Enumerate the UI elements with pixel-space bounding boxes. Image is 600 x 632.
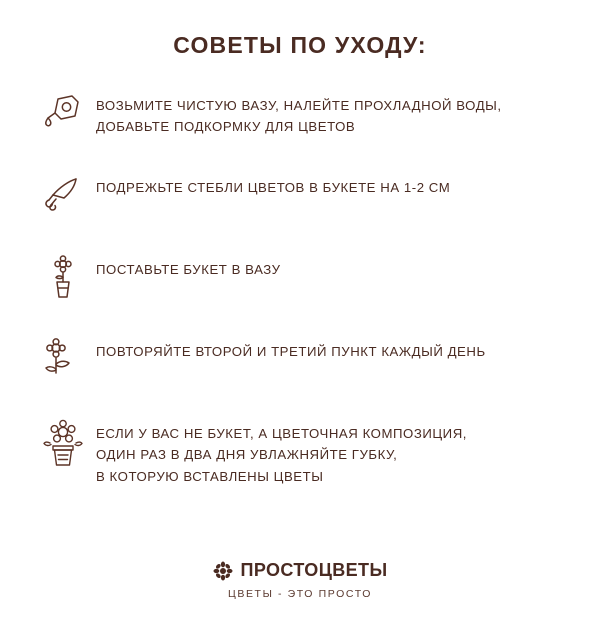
tip-text: ЕСЛИ У ВАС НЕ БУКЕТ, А ЦВЕТОЧНАЯ КОМПОЗИЦИЯ, ОДИН РАЗ В ДВА ДНЯ УВЛАЖНЯЙТЕ ГУБКУ, В КОТОРУЮ ВСТАВЛЕНЫ ЦВЕТЫ xyxy=(96,426,467,484)
tip-text: ПОДРЕЖЬТЕ СТЕБЛИ ЦВЕТОВ В БУКЕТЕ НА 1-2 СМ xyxy=(96,180,451,195)
brand-logo xyxy=(0,560,600,581)
list-item xyxy=(30,417,560,487)
tip-text: ПОВТОРЯЙТЕ ВТОРОЙ И ТРЕТИЙ ПУНКТ КАЖДЫЙ ДЕНЬ xyxy=(96,344,486,359)
brand-tagline: ЦВЕТЫ - ЭТО ПРОСТО xyxy=(227,588,373,600)
list-item xyxy=(30,335,560,391)
list-item xyxy=(30,253,560,309)
watering-can-drop-icon xyxy=(30,89,96,135)
flower-leaves-icon xyxy=(30,335,96,379)
list-item xyxy=(30,171,560,227)
care-tips-poster xyxy=(0,32,600,632)
tips-list xyxy=(0,89,600,487)
list-item xyxy=(30,89,560,145)
tip-text: ВОЗЬМИТЕ ЧИСТУЮ ВАЗУ, НАЛЕЙТЕ ПРОХЛАДНОЙ ВОДЫ, ДОБАВЬТЕ ПОДКОРМКУ ДЛЯ ЦВЕТОВ xyxy=(96,98,502,135)
flower-logo-icon xyxy=(213,561,233,581)
flower-in-vase-icon xyxy=(30,253,96,303)
pruning-shears-icon xyxy=(30,171,96,213)
brand-name: ПРОСТОЦВЕТЫ xyxy=(240,560,388,580)
footer xyxy=(0,560,600,600)
tip-text: ПОСТАВЬТЕ БУКЕТ В ВАЗУ xyxy=(96,262,281,277)
page-title: СОВЕТЫ ПО УХОДУ: xyxy=(173,32,427,58)
flower-pot-arrangement-icon xyxy=(30,417,96,475)
